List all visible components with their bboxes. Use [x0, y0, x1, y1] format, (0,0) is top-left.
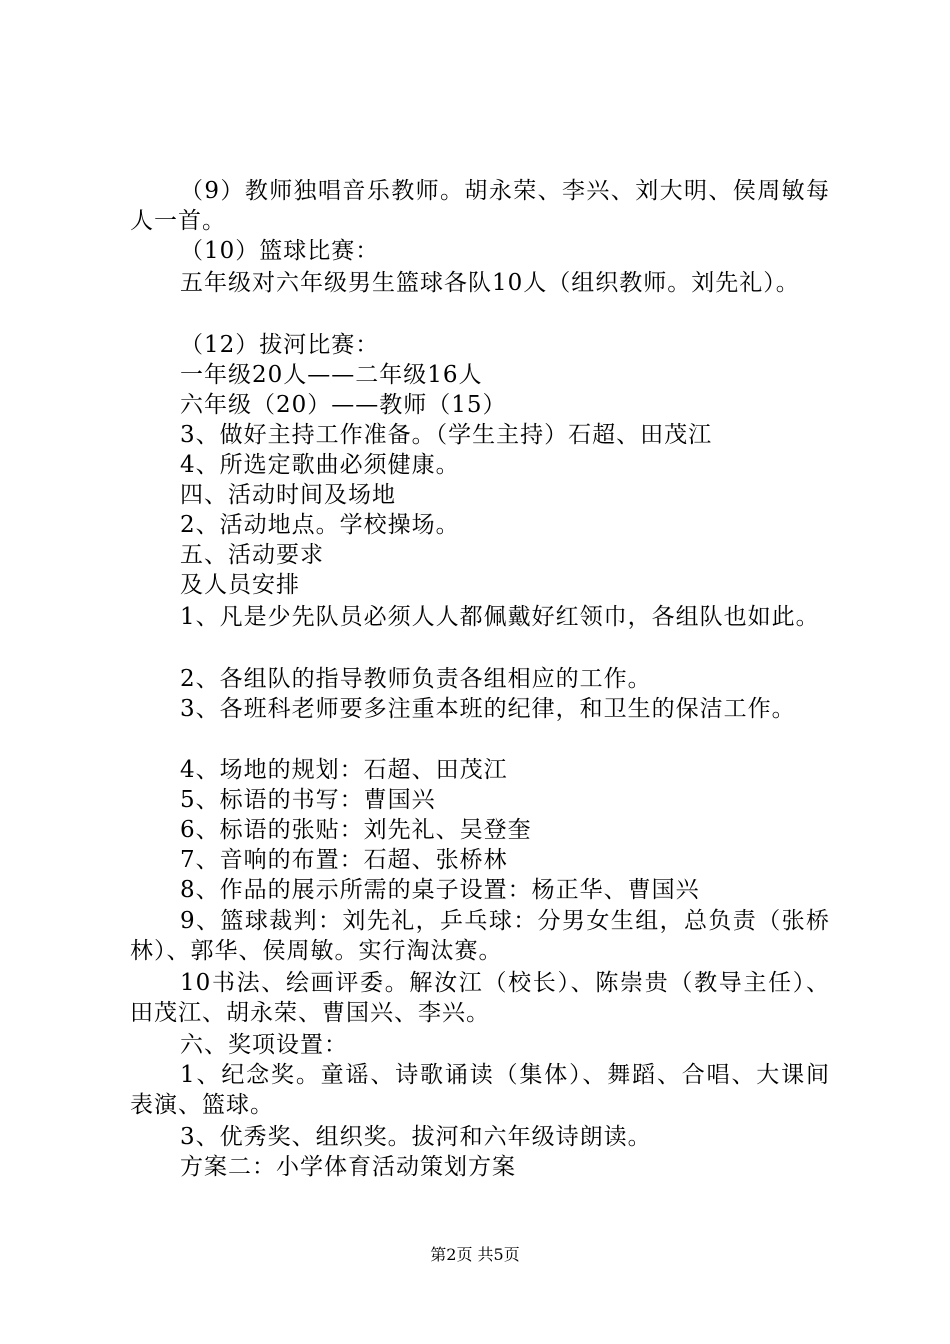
paragraph-tug-grade-1-2: 一年级20人——二年级16人: [180, 362, 483, 388]
page-footer: 第2页 共5页: [430, 1245, 520, 1264]
paragraph-class-discipline: 3、各班科老师要多注重本班的纪律，和卫生的保洁工作。: [180, 696, 796, 722]
paragraph-teacher-solo: （9）教师独唱音乐教师。胡永荣、李兴、刘大明、侯周敏每人一首。: [130, 178, 830, 234]
paragraph-venue-planning: 4、场地的规划：石超、田茂江: [180, 757, 508, 783]
section-heading-requirements: 五、活动要求: [180, 542, 324, 568]
paragraph-red-scarf: 1、凡是少先队员必须人人都佩戴好红领巾，各组队也如此。: [180, 604, 820, 630]
paragraph-basketball-teams: 五年级对六年级男生篮球各队10人（组织教师。刘先礼）。: [180, 270, 800, 296]
paragraph-commemorative-award: 1、纪念奖。童谣、诗歌诵读（集体）、舞蹈、合唱、大课间表演、篮球。: [130, 1062, 830, 1118]
paragraph-tug-grade-6-teachers: 六年级（20）——教师（15）: [180, 392, 507, 418]
section-heading-staffing: 及人员安排: [180, 572, 300, 598]
paragraph-audio-setup: 7、音响的布置：石超、张桥林: [180, 847, 508, 873]
section-heading-time-venue: 四、活动时间及场地: [180, 482, 396, 508]
paragraph-host-preparation: 3、做好主持工作准备。（学生主持）石超、田茂江: [180, 422, 713, 448]
paragraph-referees: 9、篮球裁判：刘先礼，乒乓球：分男女生组，总负责（张桥林）、郭华、侯周敏。实行淘汰赛。: [130, 908, 830, 964]
paragraph-judges: 10书法、绘画评委。解汝江（校长）、陈崇贵（教导主任）、田茂江、胡永荣、曹国兴、李兴。: [130, 970, 830, 1026]
paragraph-exhibition-tables: 8、作品的展示所需的桌子设置：杨正华、曹国兴: [180, 877, 700, 903]
paragraph-banner-posting: 6、标语的张贴：刘先礼、吴登奎: [180, 817, 532, 843]
heading-basketball-match: （10）篮球比赛：: [180, 238, 380, 264]
paragraph-venue: 2、活动地点。学校操场。: [180, 512, 460, 538]
paragraph-group-instructors: 2、各组队的指导教师负责各组相应的工作。: [180, 666, 652, 692]
paragraph-song-requirement: 4、所选定歌曲必须健康。: [180, 452, 460, 478]
paragraph-banner-writing: 5、标语的书写：曹国兴: [180, 787, 436, 813]
section-heading-awards: 六、奖项设置：: [180, 1032, 348, 1058]
paragraph-excellence-award: 3、优秀奖、组织奖。拔河和六年级诗朗读。: [180, 1124, 652, 1150]
paragraph-plan-two-title: 方案二：小学体育活动策划方案: [180, 1154, 516, 1180]
heading-tug-of-war: （12）拔河比赛：: [180, 332, 380, 358]
